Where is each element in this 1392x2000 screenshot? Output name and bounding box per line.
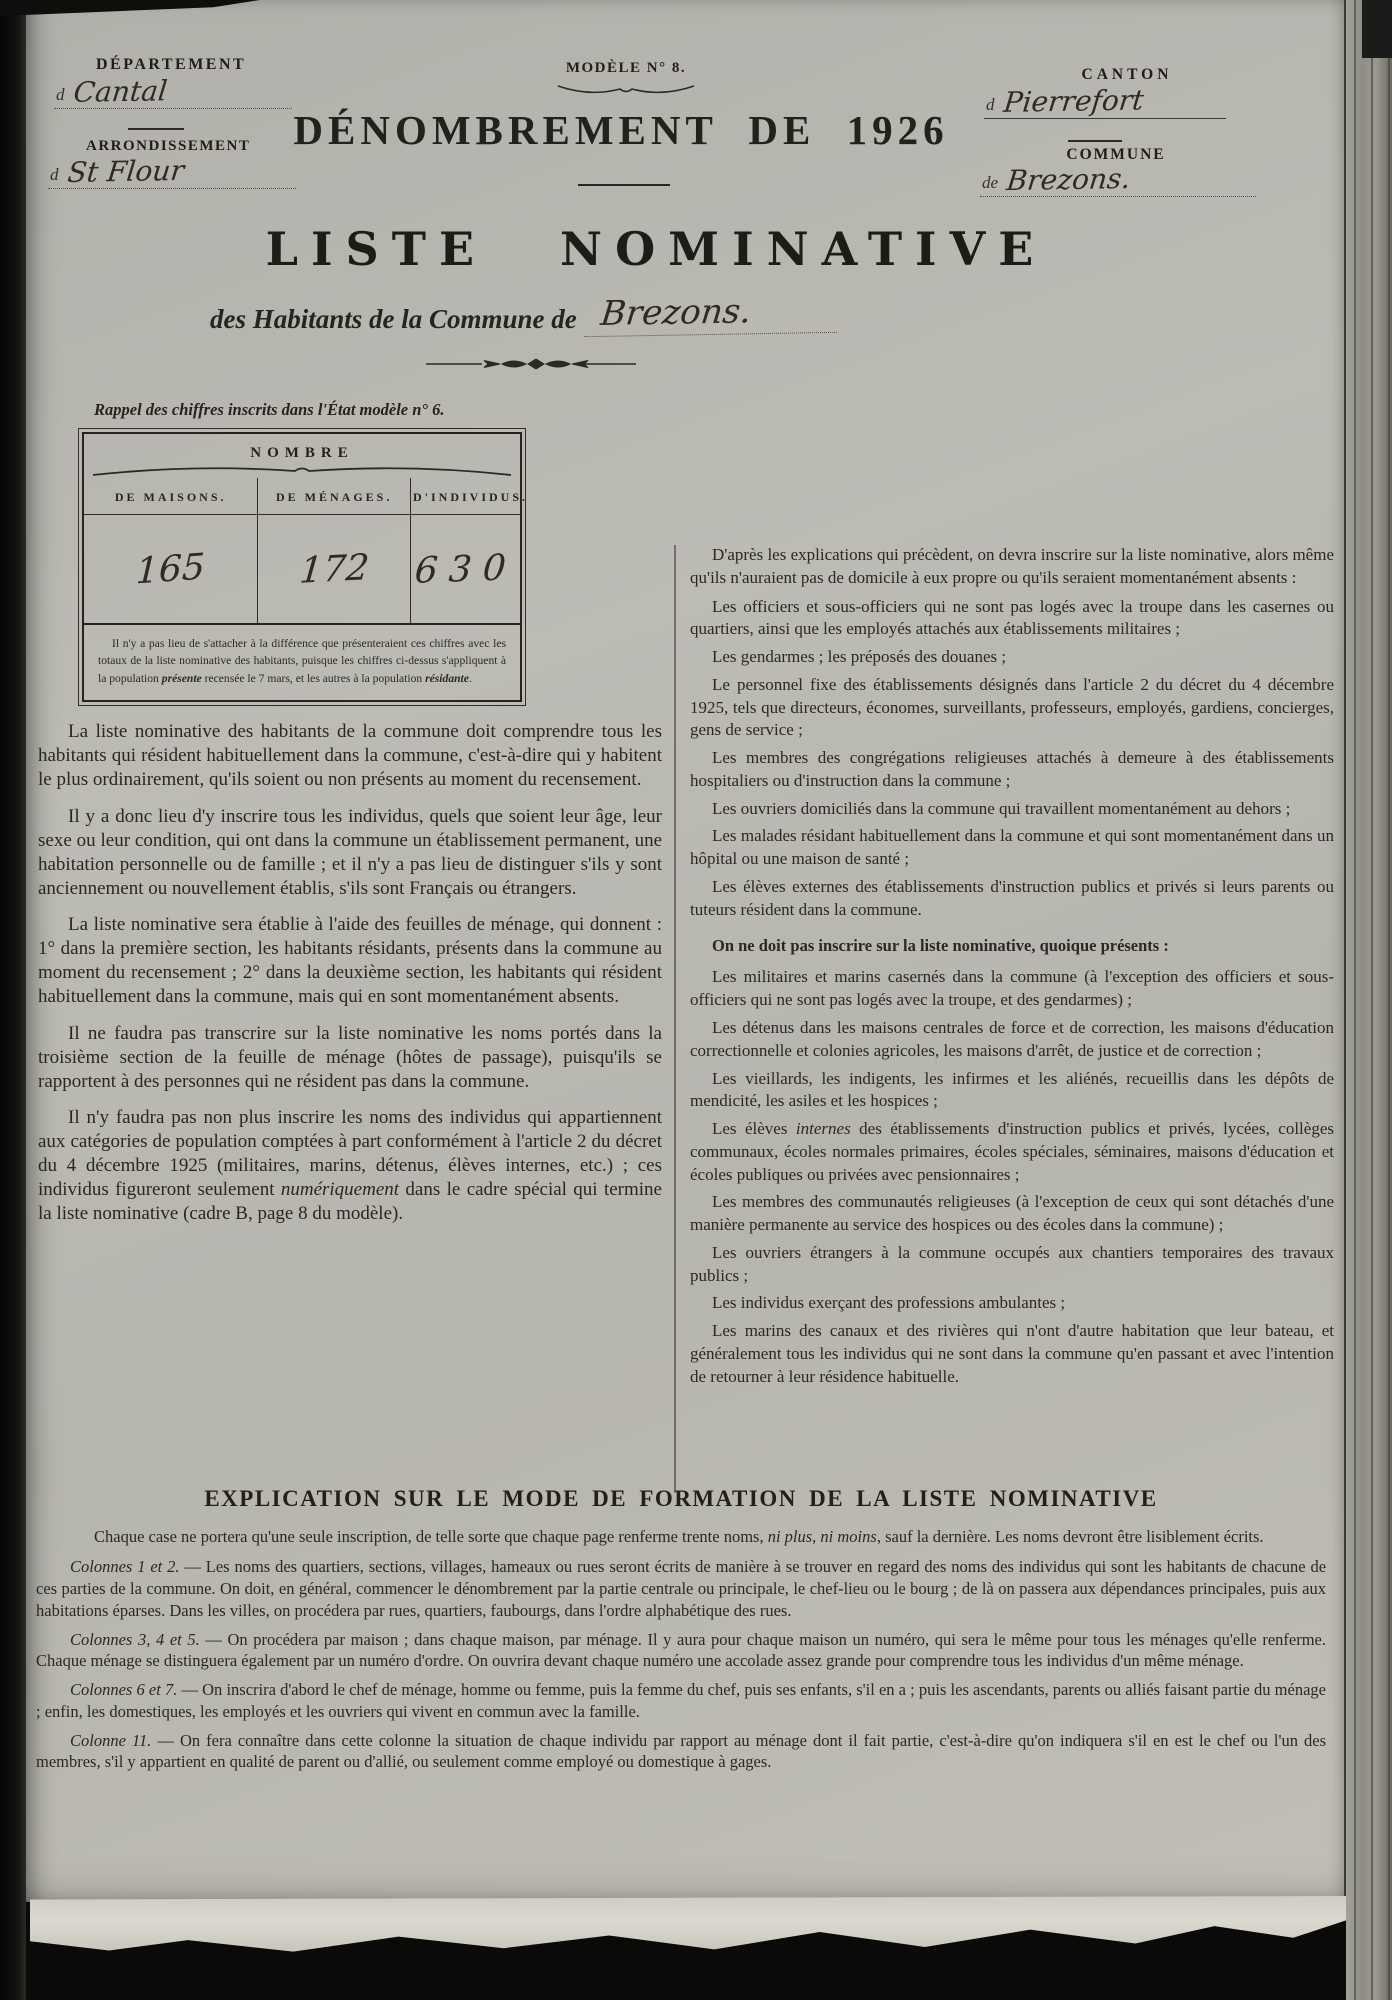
column-header-individus: D'INDIVIDUS.: [411, 478, 520, 515]
recall-table-header-row: [84, 478, 528, 515]
column-reference-label: Colonnes 6 et 7.: [70, 1680, 178, 1700]
left-column-paragraphs: [38, 720, 662, 1226]
include-item: Le personnel fixe des établissements désignés dans l'article 2 du décret du 4 décembre 1925, tels que directeurs, économes, surveillants, professeurs, employés, gardiens, concierges, gens de service ;: [690, 674, 1334, 740]
exclude-item: Les membres des communautés religieuses (à l'exception de ceux qui sont détachés d'une manière permanente au service des hospices ou des écoles dans la commune) ;: [690, 1192, 1334, 1235]
left-column: [38, 398, 662, 1394]
column-reference-text: — On inscrira d'abord le chef de ménage, homme ou femme, puis la femme du chef, puis ses enfants, s'il en a ; puis les ascendants, parents ou alliés faisant partie du ménage ; enfin, les domestiques, les employés et les ouvriers qui vivent en commun avec la famille.: [36, 1680, 1326, 1721]
include-item: Les ouvriers domiciliés dans la commune qui travaillent momentanément au dehors ;: [712, 798, 1291, 818]
instructions-columns: [38, 398, 1334, 1394]
explanation-item: [36, 1679, 1326, 1723]
canton-field: [984, 83, 1226, 119]
divider-dash: [1068, 140, 1122, 142]
ornament-divider-icon: [426, 356, 636, 372]
brace-flourish-icon: [554, 84, 698, 96]
commune-prefix: de: [982, 173, 999, 193]
column-reference-text: — Les noms des quartiers, sections, villages, hameaux ou rues seront écrits de manière à se trouver en regard des noms des individus qui sont les habitants de chacune de ces parties de la commune. On doit, en général, commencer le dénombrement par la partie centrale ou principale, le chef-lieu ou le bourg ; de là on passera aux dépendances principales, puis aux habitations éparses. Dans les villes, on procédera par rues, quartiers, faubourgs, dans l'ordre alphabétique des rues.: [36, 1557, 1327, 1620]
departement-prefix: d: [56, 85, 65, 105]
commune-field: [980, 161, 1256, 198]
include-item: Les membres des congrégations religieuses attachés à demeure à des établissements hospitaliers ou d'instruction dans la commune ;: [690, 748, 1334, 790]
torn-paper-bottom-edge: [30, 1896, 1346, 1954]
explanation-item: [36, 1730, 1326, 1774]
recall-table-inner: [82, 432, 528, 702]
instruction-paragraph: La liste nominative sera établie à l'aide des feuilles de ménage, qui donnent : 1° dans la première section, les habitants résidants, présents dans la commune au moment du recensement ; 2° dans la deuxième section, les habitants qui résident habituellement dans la commune, mais qui en sont momentanément absents.: [38, 914, 662, 1008]
value-menages: [258, 515, 411, 623]
include-item: Les élèves externes des établissements d'instruction publics et privés si leurs parents ou tuteurs résident dans la commune.: [690, 876, 1334, 919]
commune-handwritten-value: Brezons.: [1005, 161, 1133, 198]
column-reference-label: Colonnes 1 et 2.: [70, 1557, 180, 1577]
canton-prefix: d: [986, 95, 995, 115]
explanation-item: [36, 1629, 1326, 1673]
handwritten-count: 630: [413, 546, 518, 592]
arrondissement-field: [48, 153, 296, 189]
include-item: Les gendarmes ; les préposés des douanes ;: [712, 647, 1007, 667]
instruction-paragraph: Il y a donc lieu d'y inscrire tous les individus, quels que soient leur âge, leur sexe ou leur condition, qui ont dans la commune un établissement permanent, une habitation personnelle ou de famille ; et il n'y a pas lieu de distinguer s'ils y sont anciennement ou nouvellement établis, s'ils sont Français ou étrangers.: [38, 805, 662, 899]
exclude-item: Les individus exerçant des professions ambulantes ;: [712, 1293, 1066, 1313]
recall-table-caption: Rappel des chiffres inscrits dans l'État modèle n° 6.: [94, 400, 445, 419]
scan-top-right-corner: [1362, 0, 1392, 58]
instruction-paragraph: Il ne faudra pas transcrire sur la liste nominative les noms portés dans la troisième section de la feuille de ménage (hôtes de passage), puisqu'ils se rapportent à des personnes qui ne résident pas dans la commune.: [38, 1022, 662, 1092]
page-stack-edge: [1346, 0, 1392, 2000]
include-item: Les malades résidant habituellement dans la commune et qui sont momentanément dans un hôpital ou une maison de santé ;: [690, 826, 1334, 869]
arrondissement-label: ARRONDISSEMENT: [86, 138, 251, 154]
commune-label: COMMUNE: [1066, 146, 1166, 163]
recall-table-group-header: NOMBRE: [250, 445, 354, 461]
page-title: LISTE NOMINATIVE: [265, 222, 1047, 276]
explanation-section: [30, 1486, 1336, 1780]
column-header-maisons: DE MAISONS.: [84, 478, 258, 515]
arrondissement-prefix: d: [50, 165, 59, 185]
explanation-heading: EXPLICATION SUR LE MODE DE FORMATION DE LA LISTE NOMINATIVE: [204, 1486, 1158, 1511]
subtitle-handwritten-commune: Brezons.: [584, 290, 841, 337]
right-column: [690, 398, 1334, 1394]
explanation-intro: Chaque case ne portera qu'une seule inscription, de telle sorte que chaque page renferme trente noms, ni plus, ni moins, sauf la dernière. Les noms devront être lisiblement écrits.: [94, 1527, 1264, 1546]
column-reference-text: — On procédera par maison ; dans chaque maison, par ménage. Il y aura pour chaque maison un numéro, qui sera le même pour tous les ménages qu'elle renferme. Chaque ménage se distinguera également par un numéro d'ordre. On ouvrira devant chaque numéro une accolade assez grande pour comprendre tous les individus d'un même ménage.: [36, 1629, 1326, 1671]
exclude-item: Les vieillards, les indigents, les infirmes et les aliénés, recueillis dans les dépôts de mendicité, les asiles et les hospices ;: [690, 1068, 1334, 1111]
departement-handwritten-value: Cantal: [71, 74, 169, 109]
value-individus: [411, 546, 520, 592]
recall-table-values-row: [84, 515, 520, 623]
value-maisons: [84, 515, 258, 623]
departement-field: [54, 76, 292, 109]
subtitle-text: des Habitants de la Commune de: [210, 304, 577, 334]
canton-label: CANTON: [1081, 66, 1173, 83]
divider-dash: [128, 128, 184, 130]
column-reference-label: Colonne 11.: [70, 1730, 152, 1750]
departement-label: DÉPARTEMENT: [96, 56, 247, 73]
page-subtitle: [210, 292, 839, 335]
canton-handwritten-value: Pierrefort: [1001, 83, 1145, 119]
modele-label: MODÈLE N° 8.: [565, 60, 687, 76]
scanned-census-page: [26, 0, 1346, 1902]
scan-left-edge: [0, 0, 26, 2000]
explanation-item: [36, 1556, 1326, 1621]
recall-table-footnote: Il n'y a pas lieu de s'attacher à la différence que présenteraient ces chiffres avec les totaux de la liste nominative des habitants, puisque les chiffres ci-dessus s'appliquent à la population présente recensée le 7 mars, et les autres à la population résidante.: [84, 623, 520, 700]
handwritten-count: 172: [297, 546, 371, 592]
exclude-item: Les détenus dans les maisons centrales de force et de correction, les maisons d'éducation correctionnelle et colonies agricoles, les maisons d'arrêt, de justice et de correction ;: [690, 1018, 1334, 1060]
instruction-paragraph: Il n'y faudra pas non plus inscrire les noms des individus qui appartiennent aux catégories de population comptées à part conformément à l'article 2 du décret du 4 décembre 1925 (militaires, marins, détenus, élèves internes, etc.) ; ces individus figureront seulement numériquement dans le cadre spécial qui termine la liste nominative (cadre B, page 8 du modèle).: [38, 1106, 662, 1225]
column-reference-text: — On fera connaître dans cette colonne la situation de chaque individu par rapport au ménage dont il fait partie, c'est-à-dire qu'on indiquera s'il en est le chef ou l'un des membres, s'il y appartient en qualité de parent ou d'allié, ou seulement comme employé ou domestique à gages.: [36, 1730, 1326, 1772]
include-intro: D'après les explications qui précèdent, on devra inscrire sur la liste nominative, alors même qu'ils n'auraient pas de domicile à eux propre ou qu'ils seraient momentanément absents :: [690, 545, 1334, 587]
denombrement-title: DÉNOMBREMENT DE 1926: [293, 107, 949, 153]
recall-table: [78, 428, 526, 706]
include-item: Les officiers et sous-officiers qui ne sont pas logés avec la troupe dans les casernes ou quartiers, ainsi que les employés attachés aux établissements militaires ;: [690, 596, 1334, 639]
exclude-list: [690, 966, 1334, 1388]
title-underline: [578, 184, 670, 186]
exclude-item: Les militaires et marins casernés dans la commune (à l'exception des officiers et sous-officiers qui ne sont pas logés avec la troupe, et des gendarmes) ;: [690, 967, 1334, 1010]
exclude-item: Les ouvriers étrangers à la commune occupés aux chantiers temporaires des travaux publics ;: [690, 1242, 1334, 1285]
arrondissement-handwritten-value: St Flour: [65, 153, 186, 189]
table-brace-icon: [87, 463, 517, 478]
handwritten-count: 165: [135, 546, 206, 592]
exclude-header: On ne doit pas inscrire sur la liste nominative, quoique présents :: [712, 936, 1169, 956]
instruction-paragraph: La liste nominative des habitants de la commune doit comprendre tous les habitants qui résident habituellement dans la commune, c'est-à-dire qui y habitent le plus ordinairement, qu'ils soient ou non présents au moment du recensement.: [38, 721, 662, 791]
exclude-item: Les élèves internes des établissements d'instruction publics et privés, lycées, collèges communaux, écoles normales primaires, écoles spéciales, séminaires, maisons d'éducation et écoles publiques ou privées avec pensionnaires ;: [690, 1119, 1334, 1184]
exclude-item: Les marins des canaux et des rivières qui n'ont d'autre habitation que leur bateau, et généralement tous les individus qui ne sont dans la commune qu'en passant et avec l'intention de retourner à leur résidence habituelle.: [690, 1321, 1334, 1386]
column-reference-label: Colonnes 3, 4 et 5.: [70, 1629, 200, 1649]
include-list: [690, 596, 1334, 922]
explanation-items: [36, 1556, 1326, 1773]
column-header-menages: DE MÉNAGES.: [258, 478, 411, 515]
